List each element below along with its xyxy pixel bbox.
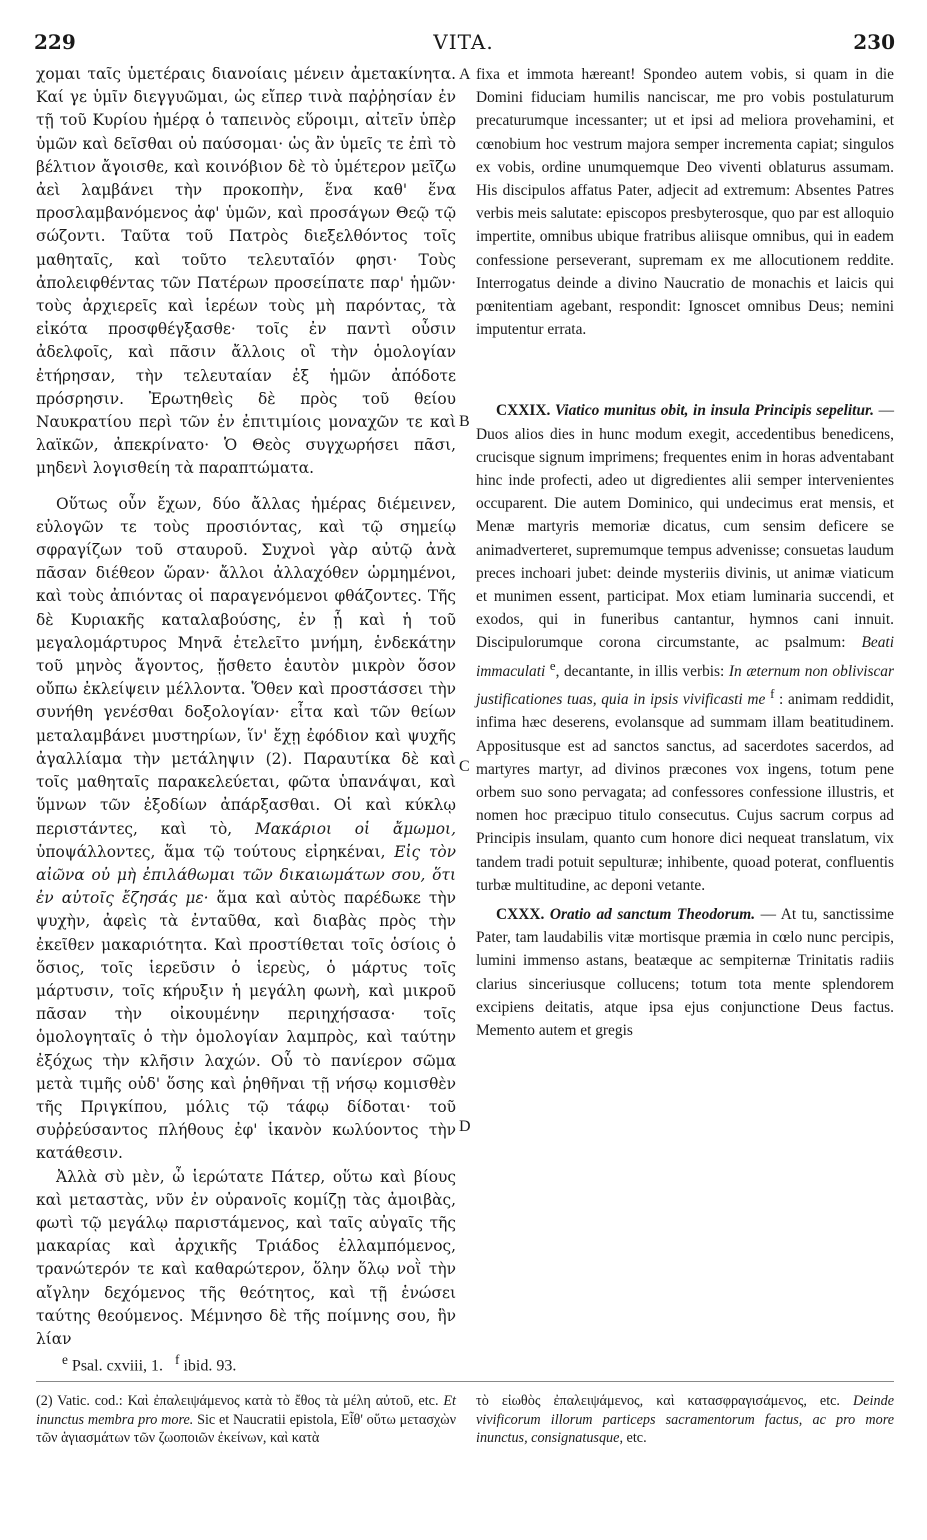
footnote-ref-e: e	[549, 658, 556, 673]
ref-f-mark: f	[175, 1352, 180, 1367]
margin-marker-a: A	[459, 66, 471, 83]
footnote-divider	[36, 1381, 894, 1382]
section-cxxix-number: CXXIX.	[496, 402, 551, 420]
section-cxxix-text-b: , decantante, in illis verbis:	[555, 662, 725, 680]
running-title: VITA.	[433, 30, 494, 54]
note-right-a: τὸ εἰωθὸς ἐπαλειψάμενος, καὶ κατασφραγισάμενος, etc.	[476, 1393, 840, 1409]
footnote-right	[476, 1392, 894, 1448]
section-cxxx-text: — At tu, sanctissime Pater, tam laudabilis vitæ mortisque præmia in cœlo nunc percipis, lumini immenso astans, beatæque ac sempiternæ Trinitatis radiis clarius sinceriusque collucens; totum tota mente splendorem excipiens deitatis, atque ipsa ejus conjunctione Deus factus. Memento autem et gregis	[476, 905, 895, 1039]
section-cxxix-text-a: — Duos alios dies in hunc modum exegit, accedentibus benedicens, crucisque signum imprimens; frequentes enim in horas adventabant hinc inde profecti, adeo ut digredientes alii semper intervenientes occuparent. Die autem Dominico, qui undecimus erat mensis, et Menæ martyris memoriæ dicatus, cum sensim deficere se animadverteret, supremumque tempus advenisse; consuetas laudum preces inchoari jubet: deinde mysteriis divinis, ut animæ viaticum et munimen essent, participat. Mox etiam luminaria succendi, et exodos, qui in funeribus cantantur, hymnos cani innuit. Discipulorumque corona circumstante, ac psalmum:	[476, 402, 894, 652]
running-header	[0, 30, 927, 58]
note-left-italic: Et inunctus membra pro more.	[36, 1393, 456, 1428]
note-right-b: , etc.	[619, 1430, 647, 1447]
margin-marker-b: B	[459, 413, 470, 430]
margin-marker-c: C	[459, 758, 470, 775]
section-cxxix-title: Viatico munitus obit, in insula Principis sepelitur.	[554, 402, 874, 420]
greek-paragraph-1: χομαι ταῖς ὑμετέραις διανοίαις μένειν ἀμετακίνητα. Καί γε ὑμῖν διεγγυῶμαι, ὡς εἴπερ τινὰ παῤῥησίαν ἐν τῇ τοῦ Κυρίου ἡμέρᾳ ὁ ταπεινὸς εὕροιμι, αἰτεῖν ὑπὲρ ὑμῶν καὶ δεῖσθαι οὐ παύσομαι· ὡς ἂν ὑμεῖς τε ἐπὶ τὸ βέλτιον ἄγοισθε, καὶ κοινόβιον δὲ τὸ ὑμέτερον μεῖζω ἀεὶ λαμβάνει τὴν προκοπὴν, ἕνα καθ' ἕνα προσλαμβανόμενος ἀφ' ὑμῶν, καὶ προσάγων Θεῷ τῷ σώζοντι. Ταῦτα τοῦ Πατρὸς διεξελθόντος τοῖς μαθηταῖς, καὶ τοῦτο τελευταῖόν φησι· Τοὺς ἀπολειφθέντας τῶν Πατέρων προσείπατε παρ' ἡμῶν· τοὺς ἀρχιερεῖς καὶ ἱερέων τοὺς μὴ παρόντας, τὰ εἰκότα προσφθέγξασθε· τοῖς ἐν παντὶ οὖσιν ἀδελφοῖς, καὶ πᾶσιν ἄλλοις οἳ τὴν ὁμολογίαν ἐτήρησαν, τὴν τελευταίαν ἐξ ἡμῶν ἀπόδοτε πρόσρησιν. Ἐρωτηθεὶς δὲ πρὸς τοῦ θείου Ναυκρατίου περὶ τῶν ἐν ἐπιτιμίοις μοναχῶν τε καὶ λαϊκῶν, ἀπεκρίνατο· Ὁ Θεὸς συγχωρήσει πᾶσι, μηδενὶ λογισθείη τὰ παραπτώματα.	[36, 65, 456, 478]
greek-paragraph-2	[36, 493, 456, 1166]
footnote-left	[36, 1392, 456, 1448]
latin-quote-in-aeternum: In æternum non obliviscar justificationes tuas, quia in ipsis vivificasti me	[476, 662, 894, 709]
scripture-references	[62, 1352, 236, 1375]
page-number-right: 230	[853, 30, 895, 54]
note-left-b: Sic et Naucratii epistola, Εἶθ' οὕτω μετασχὼν τῶν ἁγιασμάτων τῶν ζωοποιῶν ἐκείνων, καὶ κατὰ	[36, 1411, 457, 1447]
section-cxxix-text-c: : animam reddidit, infima hæc deserens, evolansque ad summam illam beatitudinem. Appositusque est ad sanctos sanctus, ad sacerdotes sacerdos, ad martyres martyr, ad divinos præcones vox ingens, totum pene orbem suo sono pervagata; ad confessores confessione illustris, et nomen hoc præcipuo titulo consecutus. Cujus sacrum corpus ad Principis insulam, quanto cum honore dici nequeat translatum, vix tandem tradi potuit sepulturæ; inhibente, quoad poterat, confluentis turbæ multitudine, ac deponi vetante.	[476, 691, 894, 894]
greek-quote-beati: Μακάριοι οἱ ἄμωμοι,	[254, 819, 456, 838]
greek-p2-mid: ὑποψάλλοντες, ἅμα τῷ τούτους εἰρηκέναι,	[36, 842, 386, 861]
note-left-a: (2) Vatic. cod.: Καὶ ἐπαλειψάμενος κατὰ τὸ ἔθος τὰ μέλη αὐτοῦ, etc.	[36, 1393, 439, 1409]
greek-quote-in-aeternum: Εἰς τὸν αἰῶνα οὐ μὴ ἐπιλάθωμαι τῶν δικαιωμάτων σου, ὅτι ἐν αὐτοῖς ἔζησάς με·	[36, 842, 456, 908]
section-cxxx	[476, 903, 894, 1042]
ref-e-text: Psal. cxviii, 1.	[71, 1357, 164, 1375]
section-cxxx-title: Oratio ad sanctum Theodorum.	[549, 905, 756, 923]
latin-column	[476, 63, 894, 1042]
greek-column	[36, 63, 456, 1351]
greek-paragraph-3: Ἀλλὰ σὺ μὲν, ὦ ἱερώτατε Πάτερ, οὕτω καὶ βίους καὶ μεταστὰς, νῦν ἐν οὐρανοῖς κομίζῃ τὰς ἀμοιβὰς, φωτὶ τῷ μεγάλῳ παριστάμενος, καὶ ταῖς αὐγαῖς τῆς μακαρίας καὶ ἀρχικῆς Τριάδος ἐλλαμπόμενος, τρανώτερόν τε καὶ καθαρώτερον, ὅλην ὅλῳ νοῒ τὴν αἴγλην δεχόμενος τῆς θεότητος, καὶ τῇ ἑνώσει ταύτης θεούμενος. Μέμνησο δὲ τῆς ποίμνης σου, ἣν λίαν	[36, 1167, 456, 1348]
latin-quote-beati: Beati immaculati	[476, 634, 894, 680]
footnote-ref-f: f	[770, 687, 775, 701]
section-cxxix	[476, 399, 894, 897]
page-number-left: 229	[34, 30, 76, 54]
note-right-italic: Deinde vivificorum illorum particeps sacramentorum factus, ac pro more inunctus, consignatusque	[476, 1393, 894, 1447]
greek-p2-text: Οὕτως οὖν ἔχων, δύο ἄλλας ἡμέρας διέμεινεν, εὐλογῶν τε τοὺς προσιόντας, καὶ τῷ σημείῳ σφραγίζων τοῦ σταυροῦ. Συχνοὶ γὰρ αὐτῷ ἀνὰ πᾶσαν διέθεον ὥραν· ἄλλοι ἀλλαχόθεν ὡρμημένοι, καὶ τοὺς ἀπιόντας οἱ παραγενόμενοι φθάζοντες. Τῆς δὲ Κυριακῆς καταλαβούσης, ἐν ᾗ καὶ ἡ τοῦ μεγαλομάρτυρος Μηνᾶ ἐτελεῖτο μνήμη, ἑνδεκάτην τοῦ μηνὸς ἄγοντος, ᾔσθετο ἑαυτὸν μικρὸν ὅσον οὔπω ἐκλείψειν μέλλοντα. Ὅθεν καὶ προστάσσει τὴν συνήθη γενέσθαι δοξολογίαν· εἶτα καὶ τῶν θείων μεταλαμβάνει μυστηρίων, ἵν' ἔχῃ ἐφόδιον καὶ ψυχῆς ἀγαλλίαμα τὴν μετάληψιν (2). Παραυτίκα δὲ καὶ τοῖς μαθηταῖς παρακελεύεται, φῶτα ὑπανάψαι, καὶ ὕμνων τῶν ἐξοδίων ἀπάρξασθαι. Οἱ καὶ κύκλῳ περιστάντες, καὶ τὸ,	[36, 494, 456, 838]
margin-marker-d: D	[459, 1118, 471, 1135]
ref-e-mark: e	[62, 1352, 68, 1367]
ref-f-text: ibid. 93.	[183, 1357, 237, 1375]
latin-paragraph-1: fixa et immota hæreant! Spondeo autem vobis, si quam in die Domini fiduciam humilis nanciscar, me pro vobis postulaturum precaturumque incessanter; ut et ipsi ad meliora provehamini, et cœnobium hoc vestrum majora semper incrementa capiat; singulos ex vobis, ordine unumquemque Deo viventi oblaturus assumam. His discipulos affatus Pater, adjecit ad extremum: Absentes Patres verbis meis salutate: episcopos presbyterosque, quo par est alloquio impertite, omnibus ubique fratribus aliisque omnibus, qui in eadem confessione perseverant, supremam ex me allocutionem reddite. Interrogatus deinde a divino Naucratio de monachis et laicis qui pœnitentiam agebant, respondit: Ignoscet omnibus Deus; nemini imputentur errata.	[476, 66, 894, 339]
section-cxxx-number: CXXX.	[496, 905, 545, 923]
greek-p2-end: ἅμα καὶ αὐτὸς παρέδωκε τὴν ψυχὴν, ἀφεὶς τὰ ἐνταῦθα, καὶ διαβὰς πρὸς τὴν ἐκεῖθεν μακαριότητα. Καὶ προστίθεται τοῖς ὁσίοις ὁ ὅσιος, τοῖς ἱερεῦσιν ὁ ἱερεὺς, ὁ μάρτυς τοῖς μάρτυσιν, τοῖς κήρυξιν ἡ μεγάλη φωνὴ, καὶ μικροῦ πᾶσαν τὴν οἰκουμένην περιηχήσασα· τοῖς ὁμολογηταῖς ὁ τὴν ὁμολογίαν λαμπρὸς, καὶ ταύτην ἐξόχως τὴν κλῆσιν λαχών. Οὗ τὸ πανίερον σῶμα μετὰ τιμῆς οὐδ' ὅσης καὶ ῥηθῆναι τῇ νήσῳ κομισθὲν τῆς Πριγκίπου, μόλις τῷ τάφῳ δίδοται· τοῦ συῤῥεύσαντος πλήθους ἐφ' ἱκανὸν κωλύοντος τὴν κατάθεσιν.	[36, 889, 456, 1163]
